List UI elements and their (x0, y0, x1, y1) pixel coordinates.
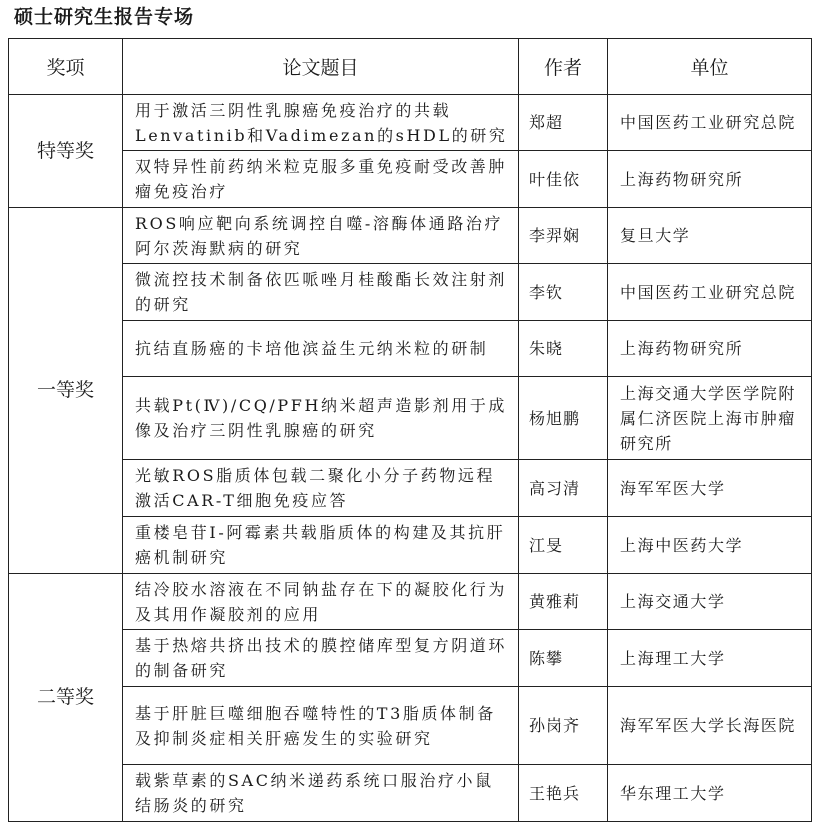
paper-title: 重楼皂苷Ⅰ-阿霉素共载脂质体的构建及其抗肝癌机制研究 (123, 517, 519, 574)
paper-title: 载紫草素的SAC纳米递药系统口服治疗小鼠结肠炎的研究 (123, 765, 519, 822)
paper-title: 抗结直肠癌的卡培他滨益生元纳米粒的研制 (123, 321, 519, 377)
author-name: 孙岗齐 (519, 687, 608, 765)
award-cell: 一等奖 (9, 208, 123, 574)
paper-title: 微流控技术制备依匹哌唑月桂酸酯长效注射剂的研究 (123, 264, 519, 321)
author-name: 王艳兵 (519, 765, 608, 822)
award-table (8, 38, 812, 822)
table-row (9, 264, 812, 321)
unit-name: 上海交通大学 (608, 574, 812, 630)
table-row (9, 630, 812, 687)
table-row (9, 460, 812, 517)
unit-name: 上海药物研究所 (608, 321, 812, 377)
award-cell: 特等奖 (9, 95, 123, 208)
page-title: 硕士研究生报告专场 (14, 6, 195, 28)
paper-title: 双特异性前药纳米粒克服多重免疫耐受改善肿瘤免疫治疗 (123, 151, 519, 208)
author-name: 郑超 (519, 95, 608, 151)
unit-name: 复旦大学 (608, 208, 812, 264)
unit-name: 海军军医大学 (608, 460, 812, 517)
table-row (9, 765, 812, 822)
award-cell: 二等奖 (9, 574, 123, 822)
paper-title: 基于热熔共挤出技术的膜控储库型复方阴道环的制备研究 (123, 630, 519, 687)
unit-name: 华东理工大学 (608, 765, 812, 822)
header-author: 作者 (519, 39, 608, 95)
table-row (9, 517, 812, 574)
unit-name: 上海理工大学 (608, 630, 812, 687)
table-row (9, 687, 812, 765)
author-name: 江旻 (519, 517, 608, 574)
paper-title: 共载Pt(Ⅳ)/CQ/PFH纳米超声造影剂用于成像及治疗三阴性乳腺癌的研究 (123, 377, 519, 460)
unit-name: 上海中医药大学 (608, 517, 812, 574)
author-name: 陈攀 (519, 630, 608, 687)
table-row (9, 377, 812, 460)
author-name: 黄雅莉 (519, 574, 608, 630)
table-row (9, 321, 812, 377)
paper-title: 用于激活三阴性乳腺癌免疫治疗的共载Lenvatinib和Vadimezan的sHDL的研究 (123, 95, 519, 151)
author-name: 高习清 (519, 460, 608, 517)
author-name: 叶佳依 (519, 151, 608, 208)
author-name: 李钦 (519, 264, 608, 321)
unit-name: 上海药物研究所 (608, 151, 812, 208)
table-row (9, 574, 812, 630)
table-header-row (9, 39, 812, 95)
header-paper: 论文题目 (123, 39, 519, 95)
paper-title: 光敏ROS脂质体包载二聚化小分子药物远程激活CAR-T细胞免疫应答 (123, 460, 519, 517)
unit-name: 海军军医大学长海医院 (608, 687, 812, 765)
unit-name: 中国医药工业研究总院 (608, 95, 812, 151)
paper-title: 结冷胶水溶液在不同钠盐存在下的凝胶化行为及其用作凝胶剂的应用 (123, 574, 519, 630)
paper-title: 基于肝脏巨噬细胞吞噬特性的T3脂质体制备及抑制炎症相关肝癌发生的实验研究 (123, 687, 519, 765)
author-name: 杨旭鹏 (519, 377, 608, 460)
author-name: 朱晓 (519, 321, 608, 377)
paper-title: ROS响应靶向系统调控自噬-溶酶体通路治疗阿尔茨海默病的研究 (123, 208, 519, 264)
header-award: 奖项 (9, 39, 123, 95)
author-name: 李羿娴 (519, 208, 608, 264)
table-row (9, 95, 812, 151)
table-row (9, 208, 812, 264)
unit-name: 上海交通大学医学院附属仁济医院上海市肿瘤研究所 (608, 377, 812, 460)
header-unit: 单位 (608, 39, 812, 95)
unit-name: 中国医药工业研究总院 (608, 264, 812, 321)
table-row (9, 151, 812, 208)
